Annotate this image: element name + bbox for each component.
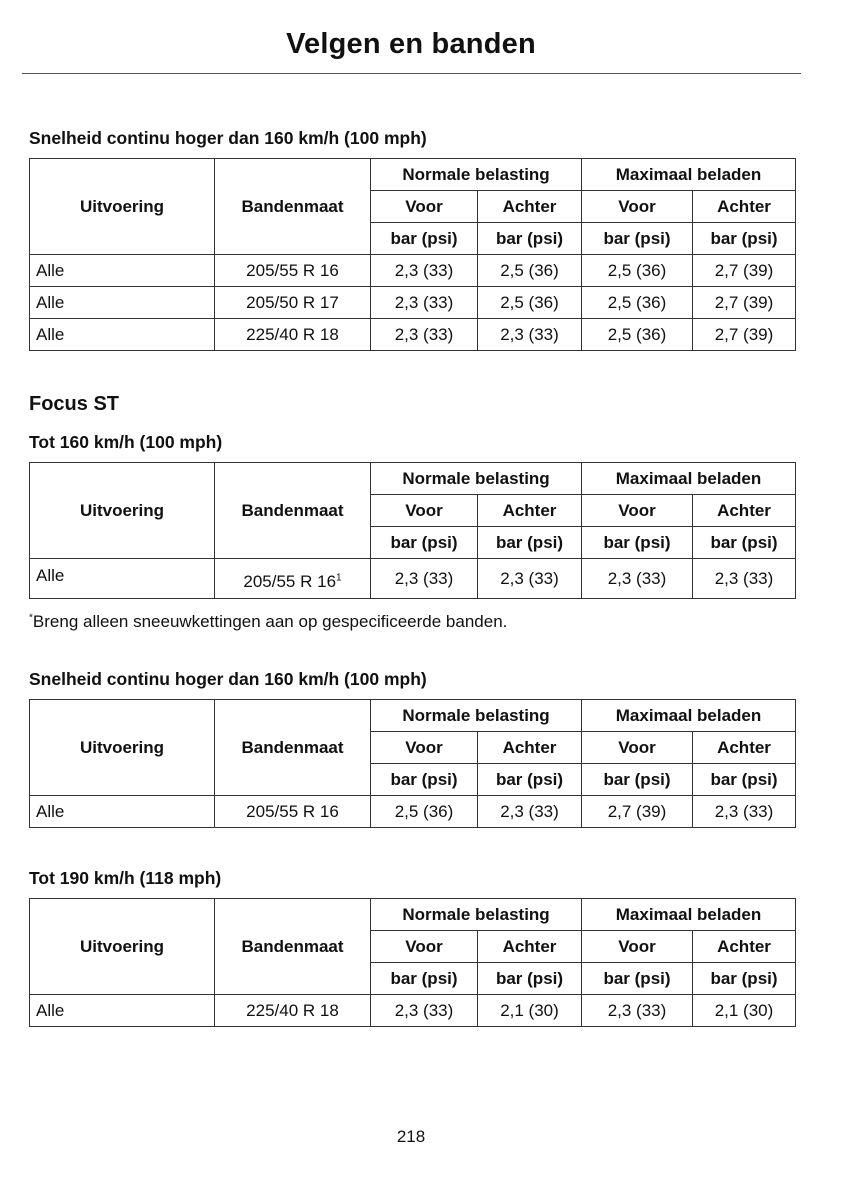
table-row — [30, 559, 796, 599]
header-bandenmaat: Bandenmaat — [215, 159, 371, 255]
page-title: Velgen en banden — [286, 28, 536, 60]
header-voor: Voor — [582, 732, 693, 764]
cell-uitvoering: Alle — [30, 255, 215, 287]
cell-value: 2,5 (36) — [582, 287, 693, 319]
cell-value: 2,3 (33) — [478, 559, 582, 599]
header-unit: bar (psi) — [582, 764, 693, 796]
header-achter: Achter — [478, 495, 582, 527]
header-normale-belasting: Normale belasting — [371, 700, 582, 732]
section1-heading: Snelheid continu hoger dan 160 km/h (100 mph) — [29, 128, 427, 148]
header-unit: bar (psi) — [693, 963, 796, 995]
header-maximaal-beladen: Maximaal beladen — [582, 899, 796, 931]
header-uitvoering: Uitvoering — [30, 159, 215, 255]
focus-st-heading: Focus ST — [29, 393, 120, 415]
cell-value: 2,7 (39) — [693, 287, 796, 319]
header-achter: Achter — [693, 732, 796, 764]
header-bandenmaat: Bandenmaat — [215, 899, 371, 995]
header-unit: bar (psi) — [582, 223, 693, 255]
cell-value: 2,3 (33) — [371, 995, 478, 1027]
header-unit: bar (psi) — [478, 223, 582, 255]
cell-value: 2,3 (33) — [371, 255, 478, 287]
header-maximaal-beladen: Maximaal beladen — [582, 700, 796, 732]
cell-uitvoering: Alle — [30, 796, 215, 828]
page-number: 218 — [396, 1127, 426, 1146]
cell-uitvoering: Alle — [30, 287, 215, 319]
header-voor: Voor — [371, 191, 478, 223]
header-achter: Achter — [693, 931, 796, 963]
header-achter: Achter — [478, 931, 582, 963]
header-unit: bar (psi) — [693, 223, 796, 255]
cell-uitvoering: Alle — [30, 559, 215, 599]
header-unit: bar (psi) — [478, 963, 582, 995]
cell-value: 2,7 (39) — [693, 255, 796, 287]
table-row — [30, 255, 796, 287]
cell-bandenmaat: 205/55 R 16 — [215, 796, 371, 828]
header-uitvoering: Uitvoering — [30, 700, 215, 796]
section1-table — [29, 158, 796, 351]
cell-bandenmaat — [215, 559, 371, 599]
header-unit: bar (psi) — [582, 527, 693, 559]
table-row — [30, 287, 796, 319]
header-voor: Voor — [371, 931, 478, 963]
cell-value: 2,1 (30) — [693, 995, 796, 1027]
cell-value: 2,7 (39) — [693, 319, 796, 351]
header-achter: Achter — [478, 191, 582, 223]
section2-table — [29, 462, 796, 599]
header-voor: Voor — [582, 495, 693, 527]
header-normale-belasting: Normale belasting — [371, 899, 582, 931]
cell-bandenmaat: 205/50 R 17 — [215, 287, 371, 319]
footnote-reference: 1 — [336, 572, 342, 584]
cell-value: 2,5 (36) — [478, 255, 582, 287]
table-row — [30, 796, 796, 828]
cell-value: 2,5 (36) — [478, 287, 582, 319]
cell-value: 2,3 (33) — [582, 559, 693, 599]
cell-value: 2,3 (33) — [478, 319, 582, 351]
bandenmaat-value: 205/55 R 16 — [243, 572, 337, 591]
header-achter: Achter — [693, 495, 796, 527]
header-uitvoering: Uitvoering — [30, 899, 215, 995]
cell-value: 2,3 (33) — [371, 287, 478, 319]
title-divider — [22, 73, 801, 74]
section3-heading: Snelheid continu hoger dan 160 km/h (100 mph) — [29, 669, 427, 689]
header-maximaal-beladen: Maximaal beladen — [582, 159, 796, 191]
table-row — [30, 319, 796, 351]
cell-value: 2,5 (36) — [582, 255, 693, 287]
cell-value: 2,3 (33) — [371, 319, 478, 351]
cell-value: 2,3 (33) — [693, 796, 796, 828]
footnote-mark: * — [29, 612, 33, 624]
header-voor: Voor — [582, 191, 693, 223]
footnote-text: Breng alleen sneeuwkettingen aan op gespecificeerde banden. — [32, 612, 508, 631]
cell-value: 2,5 (36) — [582, 319, 693, 351]
header-unit: bar (psi) — [371, 223, 478, 255]
cell-value: 2,3 (33) — [582, 995, 693, 1027]
header-normale-belasting: Normale belasting — [371, 463, 582, 495]
cell-value: 2,3 (33) — [693, 559, 796, 599]
header-unit: bar (psi) — [693, 527, 796, 559]
section2-heading: Tot 160 km/h (100 mph) — [29, 432, 223, 452]
header-unit: bar (psi) — [371, 764, 478, 796]
cell-bandenmaat: 225/40 R 18 — [215, 995, 371, 1027]
section4-heading: Tot 190 km/h (118 mph) — [29, 868, 222, 888]
cell-value: 2,7 (39) — [582, 796, 693, 828]
cell-value: 2,1 (30) — [478, 995, 582, 1027]
header-bandenmaat: Bandenmaat — [215, 700, 371, 796]
header-unit: bar (psi) — [371, 963, 478, 995]
cell-value: 2,3 (33) — [371, 559, 478, 599]
header-achter: Achter — [693, 191, 796, 223]
cell-bandenmaat: 225/40 R 18 — [215, 319, 371, 351]
header-voor: Voor — [371, 732, 478, 764]
footnote — [29, 612, 507, 632]
section3-table — [29, 699, 796, 828]
header-unit: bar (psi) — [371, 527, 478, 559]
cell-value: 2,5 (36) — [371, 796, 478, 828]
table-row — [30, 995, 796, 1027]
cell-bandenmaat: 205/55 R 16 — [215, 255, 371, 287]
header-unit: bar (psi) — [478, 764, 582, 796]
section4-table — [29, 898, 796, 1027]
header-achter: Achter — [478, 732, 582, 764]
header-bandenmaat: Bandenmaat — [215, 463, 371, 559]
header-maximaal-beladen: Maximaal beladen — [582, 463, 796, 495]
header-normale-belasting: Normale belasting — [371, 159, 582, 191]
cell-value: 2,3 (33) — [478, 796, 582, 828]
header-unit: bar (psi) — [478, 527, 582, 559]
header-voor: Voor — [371, 495, 478, 527]
cell-uitvoering: Alle — [30, 319, 215, 351]
cell-uitvoering: Alle — [30, 995, 215, 1027]
header-unit: bar (psi) — [582, 963, 693, 995]
header-unit: bar (psi) — [693, 764, 796, 796]
header-uitvoering: Uitvoering — [30, 463, 215, 559]
header-voor: Voor — [582, 931, 693, 963]
